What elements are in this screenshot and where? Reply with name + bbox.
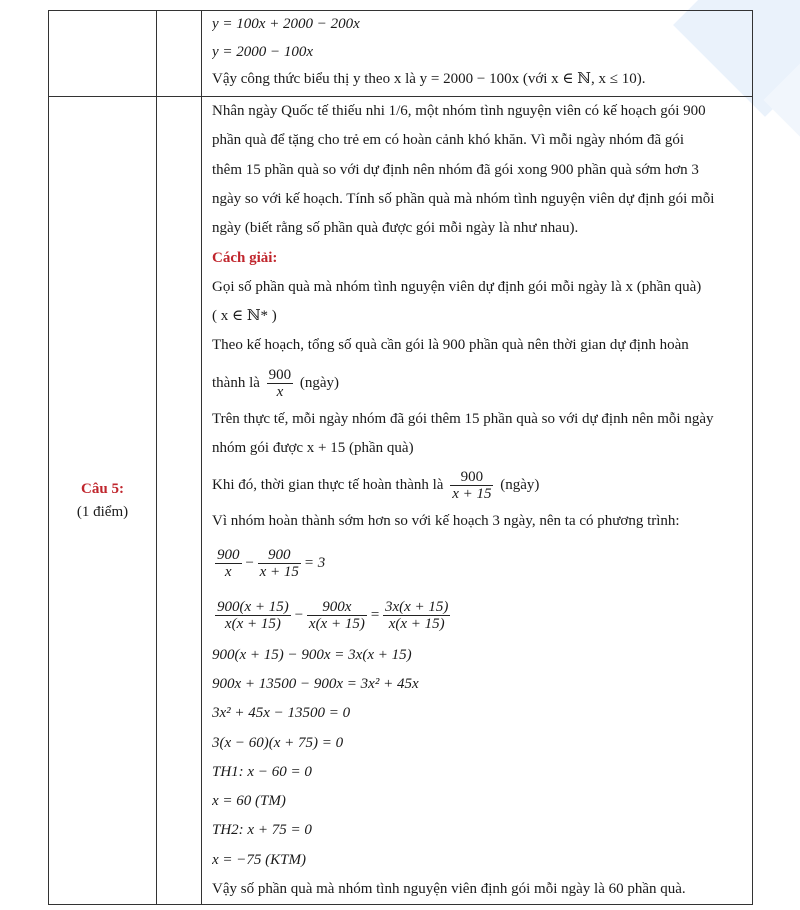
solution-line: Theo kế hoạch, tổng số quà cần gói là 900 phần quà nên thời gian dự định hoàn [212,337,689,354]
numerator: 900 [450,469,493,486]
final-answer: Vậy số phần quà mà nhóm tình nguyện viên định gói mỗi ngày là 60 phần quà. [212,881,686,897]
table-row [49,11,753,97]
fraction [215,599,291,632]
denominator: x [224,563,232,580]
right-hand-side: = 3 [303,554,326,571]
points-cell-empty [157,97,202,905]
problem-line: Nhân ngày Quốc tế thiếu nhi 1/6, một nhóm tình nguyện viên có kế hoạch gói 900 [212,103,706,120]
problem-line: ngày (biết rằng số phần quà được gói mỗi ngày là như nhau). [212,220,579,237]
numerator: 3x(x + 15) [384,598,449,615]
conclusion-line: Vậy công thức biểu thị y theo x là y = 2000 − 100x (với x ∈ ℕ, x ≤ 10). [212,71,646,88]
operator: − [293,606,304,623]
solution-line: nhóm gói được x + 15 (phần quà) [212,440,414,457]
fraction [383,599,450,632]
equation-line: 3(x − 60)(x + 75) = 0 [212,734,344,751]
equation-fraction-line [212,589,748,641]
operator: − [244,554,255,571]
problem-line: ngày so với kế hoạch. Tính số phần quà mà nhóm tình nguyện viên dự định gói mỗi [212,190,715,207]
solution-heading: Cách giải: [212,249,278,266]
question-label-cell [49,97,157,905]
content-cell [202,97,753,905]
text-span: (ngày) [500,477,540,494]
equation-fraction-line [212,537,748,589]
numerator: 900 [217,546,240,563]
problem-line: phần quà để tặng cho trẻ em có hoàn cảnh khó khăn. Vì mỗi ngày nhóm đã gói [212,132,685,149]
text-span: (ngày) [299,374,340,391]
denominator: x + 15 [452,486,492,503]
content-cell [202,11,753,97]
numerator: 900 [268,366,292,383]
equation-line: 900(x + 15) − 900x = 3x(x + 15) [212,646,412,663]
solution-line-fraction [212,361,748,405]
solution-line: Vì nhóm hoàn thành sớm hơn so với kế hoạch 3 ngày, nên ta có phương trình: [212,513,680,530]
denominator: x(x + 15) [388,615,445,632]
equation-line: TH1: x − 60 = 0 [212,763,312,780]
operator: = [369,606,380,623]
equation-line: y = 2000 − 100x [212,43,314,60]
equation-line: x = 60 (TM) [212,793,286,810]
question-number: Câu 5: [81,480,124,497]
numerator: 900(x + 15) [217,598,289,615]
points-cell-empty [157,11,202,97]
solution-table [48,10,753,905]
solution-line-fraction [212,463,748,507]
denominator: x(x + 15) [224,615,281,632]
denominator: x [276,383,284,400]
numerator: 900 [258,547,301,564]
solution-line: ( x ∈ ℕ* ) [212,308,277,325]
table-row [49,97,753,905]
equation-line: 900x + 13500 − 900x = 3x² + 45x [212,675,419,692]
denominator: x(x + 15) [308,615,365,632]
solution-line: Trên thực tế, mỗi ngày nhóm đã gói thêm 15 phần quà so với dự định nên mỗi ngày [212,410,714,427]
problem-line: thêm 15 phần quà so với dự định nên nhóm đã gói xong 900 phần quà sớm hơn 3 [212,161,699,178]
fraction [215,547,242,580]
fraction [258,547,301,580]
text-span: Khi đó, thời gian thực tế hoàn thành là [212,477,444,494]
label-cell-empty [49,11,157,97]
question-points: (1 điểm) [76,503,129,520]
fraction [307,599,367,632]
equation-line: TH2: x + 75 = 0 [212,822,312,839]
text-span: thành là [212,374,260,391]
equation-line: x = −75 (KTM) [212,851,306,868]
fraction [450,469,493,502]
denominator: x + 15 [259,563,299,580]
solution-line: Gọi số phần quà mà nhóm tình nguyện viên dự định gói mỗi ngày là x (phần quà) [212,278,702,295]
equation-line: 3x² + 45x − 13500 = 0 [212,705,351,722]
equation-line: y = 100x + 2000 − 200x [212,16,360,32]
fraction [267,367,294,400]
numerator: 900x [307,599,367,616]
